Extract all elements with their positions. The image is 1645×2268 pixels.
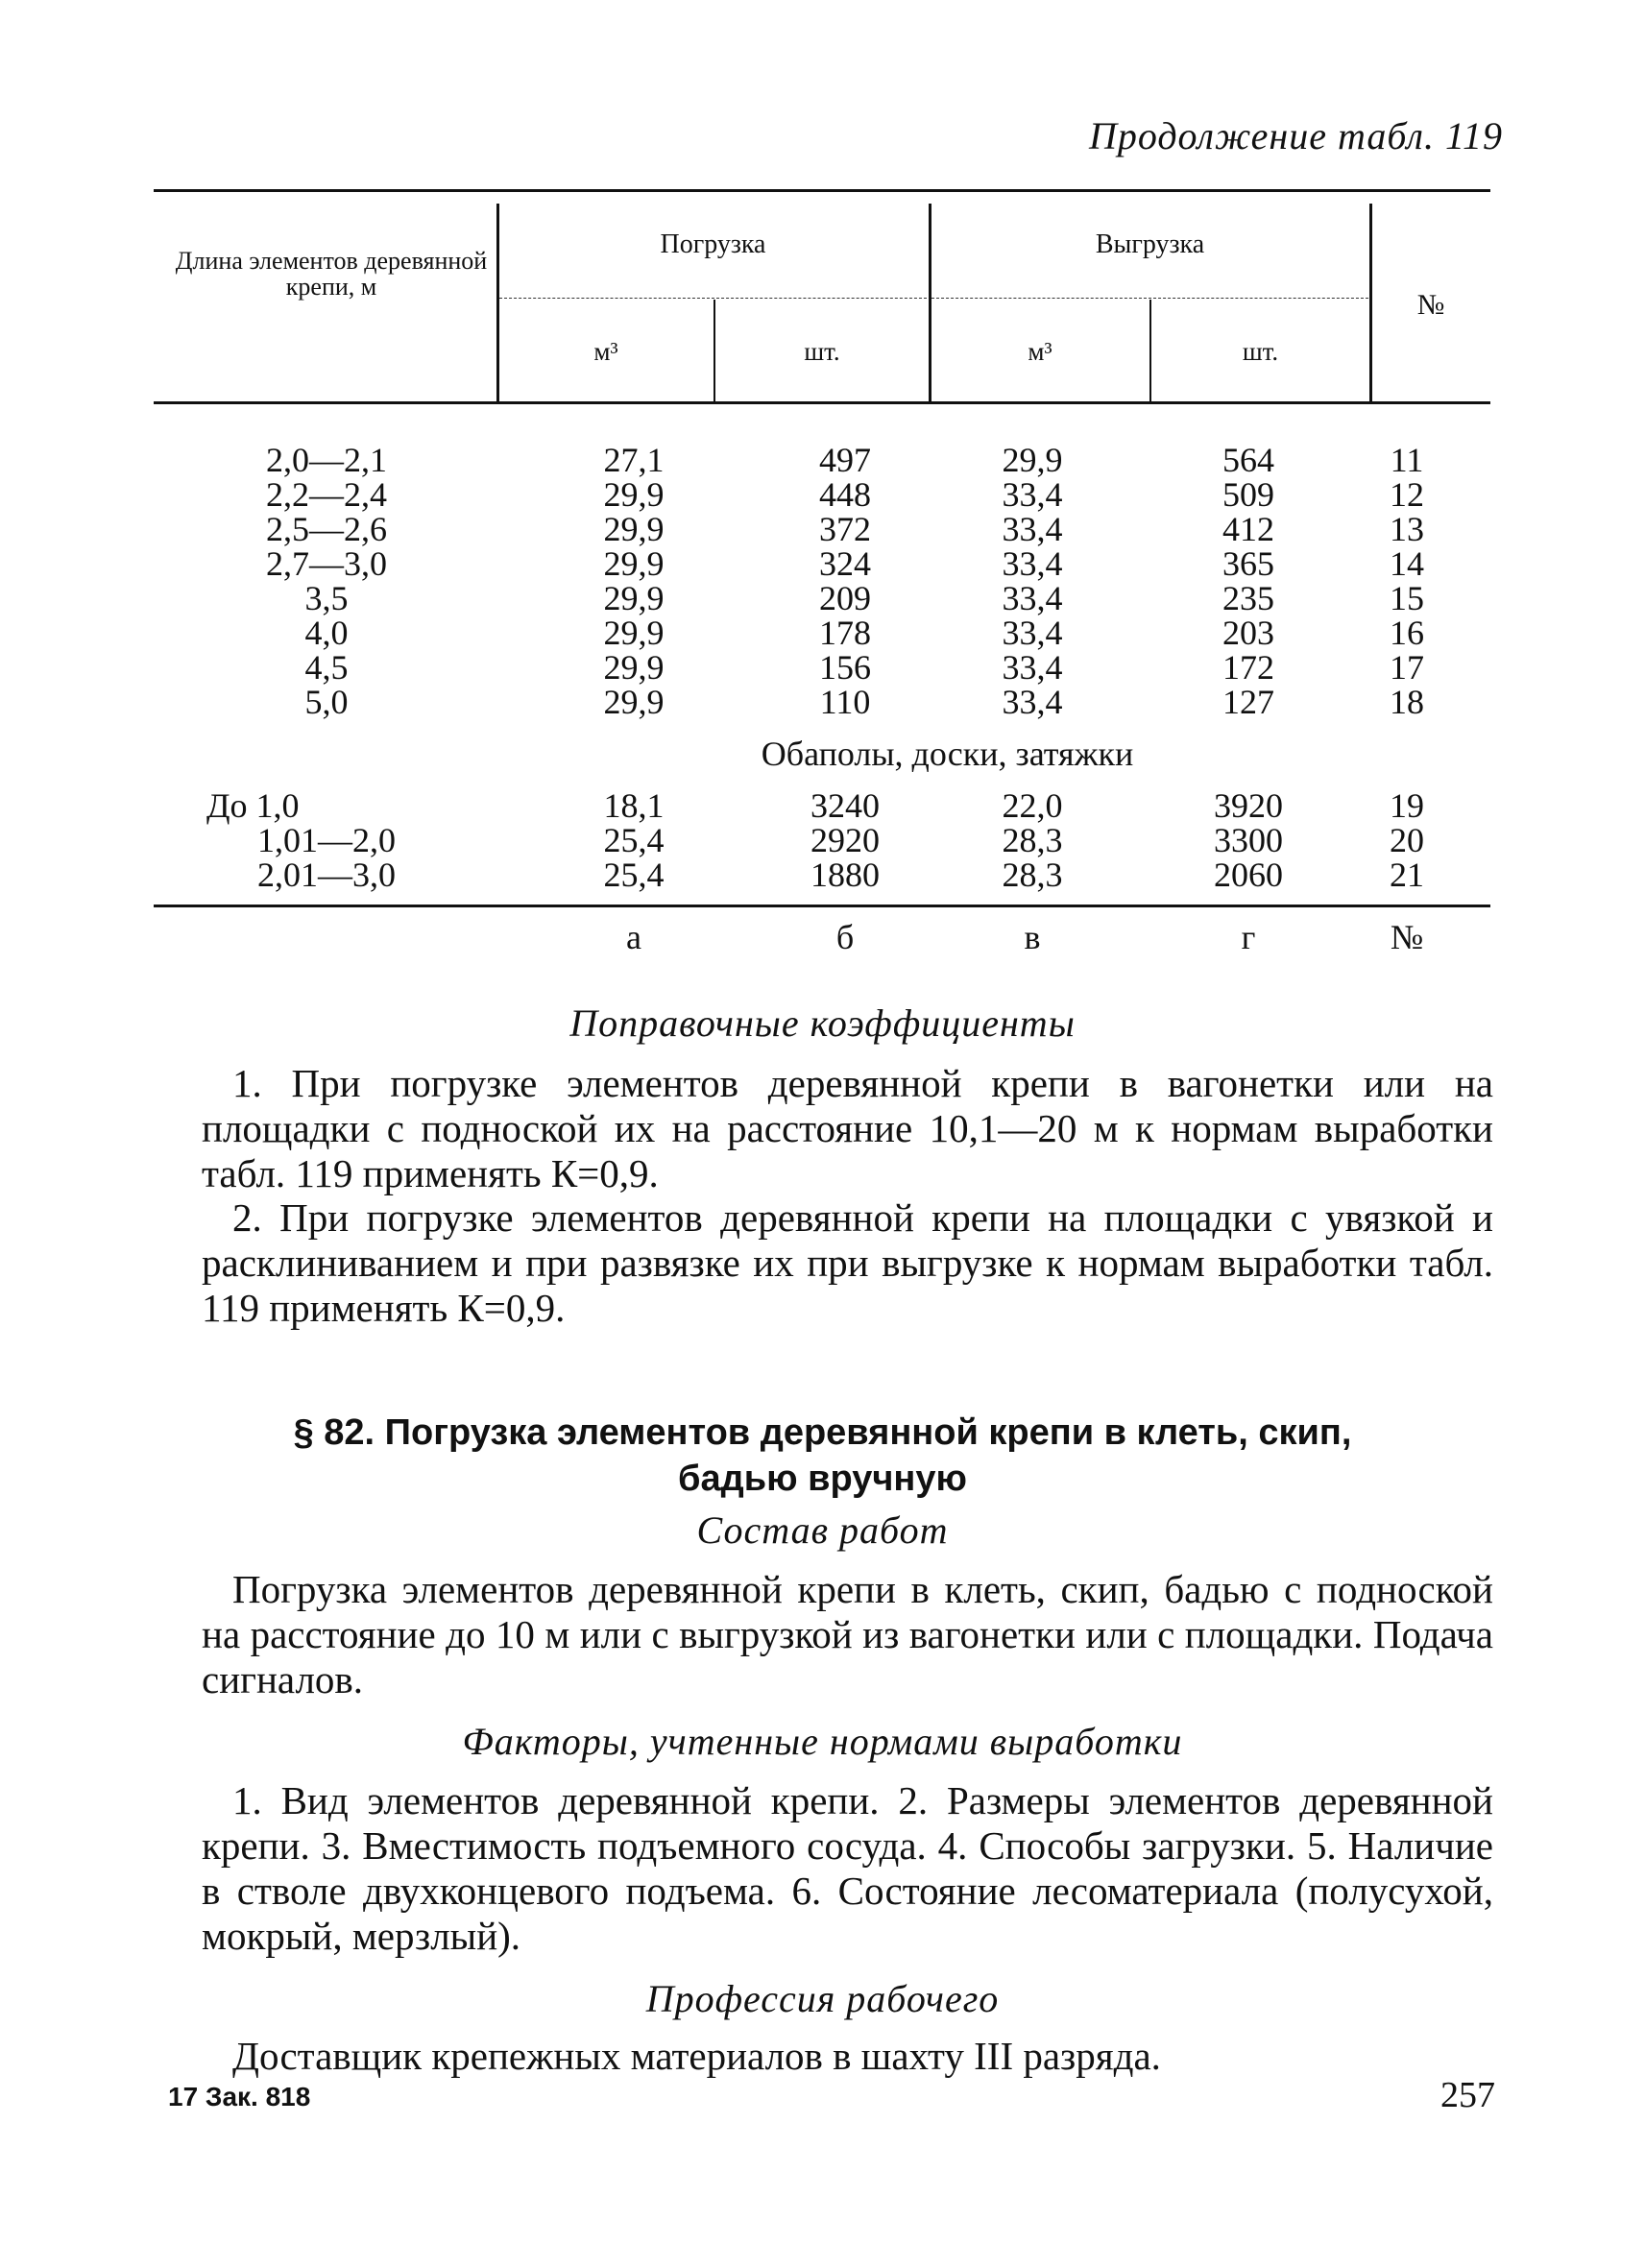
cell-loading-pcs: 209 <box>819 579 871 617</box>
cell-unloading-pcs: 127 <box>1222 683 1274 721</box>
cell-loading-pcs: 110 <box>819 683 871 721</box>
cell-number: 18 <box>1390 683 1424 721</box>
cell-loading-m3: 29,9 <box>603 683 665 721</box>
cell-loading-m3: 29,9 <box>603 544 665 583</box>
cell-number: 19 <box>1390 786 1424 825</box>
header-divider-4 <box>1149 300 1151 401</box>
header-length: Длина элементов деревянной крепи, м <box>175 247 488 302</box>
cell-unloading-pcs: 564 <box>1222 441 1274 479</box>
cell-loading-pcs: 448 <box>819 475 871 514</box>
cell-unloading-m3: 22,0 <box>1002 786 1063 825</box>
cell-number: 17 <box>1390 648 1424 687</box>
cell-loading-m3: 27,1 <box>603 441 665 479</box>
correction-paragraph-1: 1. При погрузке элементов деревянной крепи в вагонетки или на площадки с подноской их на расстояние 10,1—20 м к нормам выработки табл. 119 применять К=0,9. <box>202 1061 1493 1195</box>
cell-unloading-pcs: 203 <box>1222 614 1274 652</box>
cell-loading-m3: 29,9 <box>603 579 665 617</box>
table-subheader: Обаполы, доски, затяжки <box>761 735 1134 773</box>
table-header-bottom-rule <box>154 401 1490 404</box>
cell-unloading-m3: 33,4 <box>1002 579 1063 617</box>
cell-loading-pcs: 372 <box>819 510 871 548</box>
factors-text: 1. Вид элементов деревянной крепи. 2. Размеры элементов деревянной крепи. 3. Вместимость подъемного сосуда. 4. Способы загрузки. 5. Наличие в стволе двухконцевого подъема. 6. Состояние лесоматериала (полусухой, мокрый, мерзлый). <box>202 1778 1493 1958</box>
footer-col-d: г <box>1241 918 1256 956</box>
cell-loading-pcs: 324 <box>819 544 871 583</box>
cell-number: 21 <box>1390 856 1424 894</box>
cell-loading-pcs: 2920 <box>810 821 880 859</box>
footer-col-a: а <box>626 918 641 956</box>
cell-loading-m3: 25,4 <box>603 856 665 894</box>
cell-length: 3,5 <box>304 579 349 617</box>
table-body-bottom-rule <box>154 905 1490 907</box>
header-unloading-m3: м³ <box>1028 337 1052 366</box>
cell-loading-pcs: 156 <box>819 648 871 687</box>
cell-loading-pcs: 178 <box>819 614 871 652</box>
cell-unloading-m3: 33,4 <box>1002 648 1063 687</box>
cell-unloading-m3: 33,4 <box>1002 683 1063 721</box>
cell-loading-m3: 25,4 <box>603 821 665 859</box>
cell-unloading-pcs: 235 <box>1222 579 1274 617</box>
cell-length: 4,5 <box>304 648 349 687</box>
cell-length: 2,0—2,1 <box>266 441 387 479</box>
cell-number: 16 <box>1390 614 1424 652</box>
cell-unloading-m3: 28,3 <box>1002 821 1063 859</box>
cell-length: 2,5—2,6 <box>266 510 387 548</box>
cell-loading-pcs: 497 <box>819 441 871 479</box>
cell-length: 1,01—2,0 <box>257 821 396 859</box>
header-loading-pcs: шт. <box>804 337 840 366</box>
cell-unloading-m3: 33,4 <box>1002 475 1063 514</box>
cell-unloading-pcs: 3300 <box>1214 821 1283 859</box>
cell-loading-m3: 18,1 <box>603 786 665 825</box>
cell-unloading-m3: 33,4 <box>1002 544 1063 583</box>
work-composition-text: Погрузка элементов деревянной крепи в клеть, скип, бадью с подноской на расстояние до 10 м или с выгрузкой из вагонетки или с площадки. Подача сигналов. <box>202 1567 1493 1701</box>
corrections-title: Поправочные коэффициенты <box>569 1001 1076 1045</box>
cell-unloading-pcs: 2060 <box>1214 856 1283 894</box>
cell-length: 4,0 <box>304 614 349 652</box>
cell-unloading-m3: 33,4 <box>1002 614 1063 652</box>
header-loading: Погрузка <box>660 229 766 259</box>
section-title-line-2: бадью вручную <box>678 1459 967 1499</box>
cell-unloading-m3: 28,3 <box>1002 856 1063 894</box>
cell-loading-m3: 29,9 <box>603 510 665 548</box>
correction-paragraph-2: 2. При погрузке элементов деревянной крепи на площадки с увязкой и расклиниванием и при развязке их при выгрузке к нормам выработки табл. 119 применять К=0,9. <box>202 1195 1493 1330</box>
cell-length: 2,7—3,0 <box>266 544 387 583</box>
cell-length: 2,01—3,0 <box>257 856 396 894</box>
cell-loading-pcs: 1880 <box>810 856 880 894</box>
cell-length: 5,0 <box>304 683 349 721</box>
header-divider-2 <box>714 300 715 401</box>
cell-length: До 1,0 <box>206 786 300 825</box>
cell-unloading-pcs: 509 <box>1222 475 1274 514</box>
header-divider-5 <box>1369 204 1372 401</box>
cell-number: 14 <box>1390 544 1424 583</box>
profession-text: Доставщик крепежных материалов в шахту III разряда. <box>232 2034 1161 2078</box>
table-top-rule <box>154 189 1490 192</box>
cell-loading-m3: 29,9 <box>603 648 665 687</box>
header-unloading-pcs: шт. <box>1242 337 1279 366</box>
cell-number: 13 <box>1390 510 1424 548</box>
cell-unloading-m3: 29,9 <box>1002 441 1063 479</box>
cell-unloading-pcs: 365 <box>1222 544 1274 583</box>
section-title-line-1: § 82. Погрузка элементов деревянной крепи в клеть, скип, <box>293 1412 1352 1453</box>
header-subrule-unloading <box>931 298 1368 300</box>
cell-number: 15 <box>1390 579 1424 617</box>
footer-col-b: б <box>835 918 855 956</box>
cell-unloading-m3: 33,4 <box>1002 510 1063 548</box>
header-unloading: Выгрузка <box>1095 229 1205 259</box>
cell-unloading-pcs: 412 <box>1222 510 1274 548</box>
header-number: № <box>1416 289 1445 321</box>
cell-length: 2,2—2,4 <box>266 475 387 514</box>
cell-number: 12 <box>1390 475 1424 514</box>
work-composition-title: Состав работ <box>696 1508 949 1552</box>
factors-title: Факторы, учтенные нормами выработки <box>462 1720 1183 1763</box>
cell-number: 20 <box>1390 821 1424 859</box>
footer-col-c: в <box>1024 918 1041 956</box>
header-subrule-loading <box>499 298 927 300</box>
cell-loading-m3: 29,9 <box>603 475 665 514</box>
header-loading-m3: м³ <box>593 337 618 366</box>
cell-loading-m3: 29,9 <box>603 614 665 652</box>
page-number: 257 <box>1440 2075 1495 2115</box>
print-order-mark: 17 Зак. 818 <box>168 2082 311 2111</box>
footer-col-number: № <box>1390 918 1424 956</box>
cell-number: 11 <box>1390 441 1424 479</box>
cell-unloading-pcs: 172 <box>1222 648 1274 687</box>
cell-loading-pcs: 3240 <box>810 786 880 825</box>
table-continuation-caption: Продолжение табл. 119 <box>1088 114 1503 157</box>
profession-title: Профессия рабочего <box>645 1977 1000 2020</box>
cell-unloading-pcs: 3920 <box>1214 786 1283 825</box>
